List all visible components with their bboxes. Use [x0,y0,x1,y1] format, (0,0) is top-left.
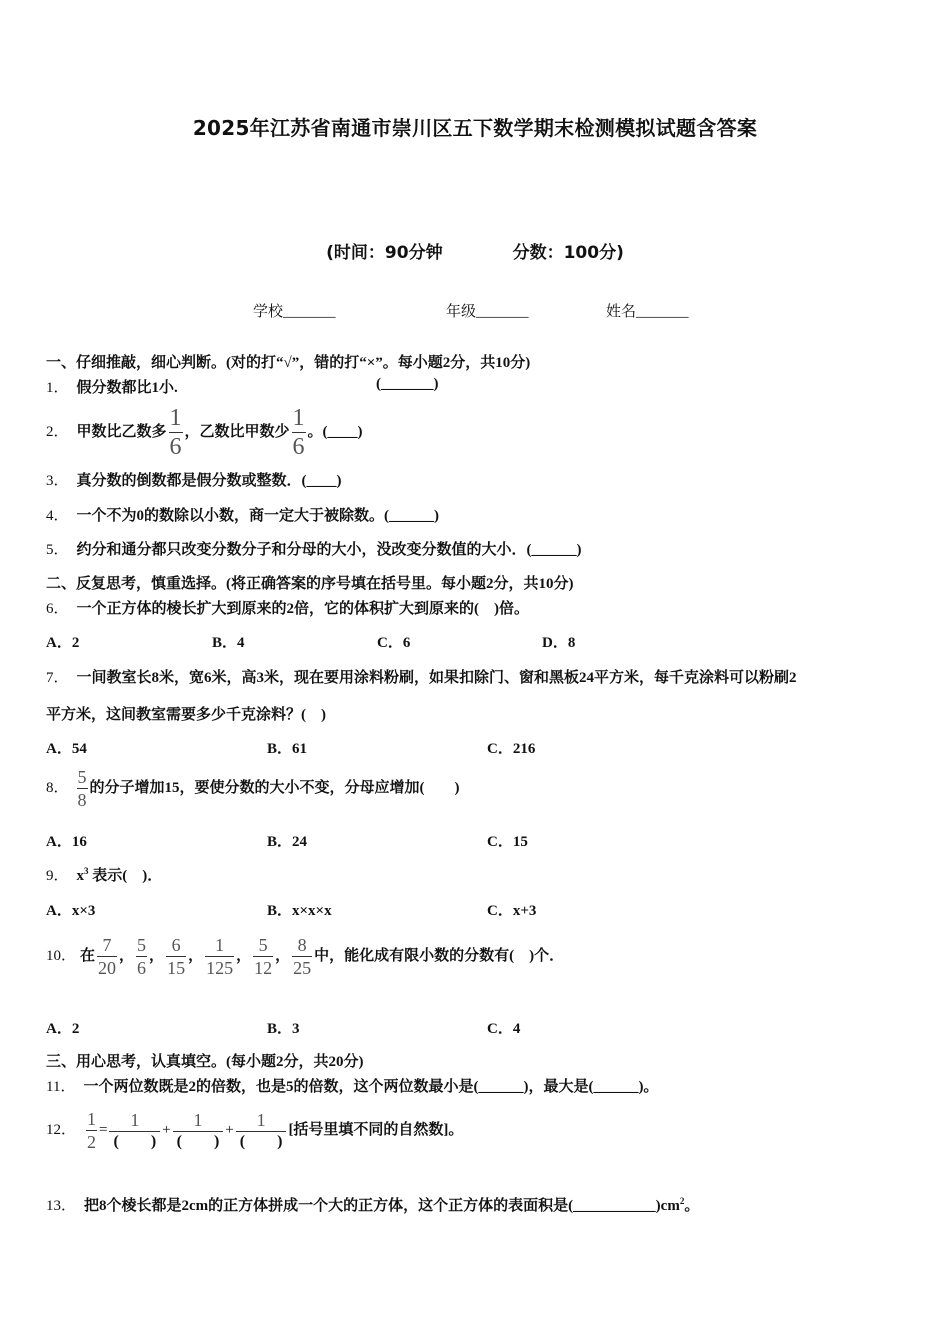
q5-number: 5． [46,542,69,558]
q9-var: x [76,868,85,884]
q10-fraction-1 [97,936,117,977]
q10-frac1-n: 7 [102,935,112,955]
q8-option-b[interactable]: B．24 [267,834,308,850]
q12-lhs-n: 1 [87,1109,97,1129]
section3-heading: 三、用心思考，认真填空。(每小题2分，共20分) [46,1054,364,1070]
q10-frac5-n: 5 [258,935,268,955]
q12-text: [括号里填不同的自然数]。 [288,1122,464,1138]
question-11 [46,1075,658,1096]
q2-frac2-numerator: 1 [292,405,305,431]
q13-number: 13． [46,1198,77,1214]
q2-text-a: 甲数比乙数多 [76,424,167,440]
q1-number: 1． [46,380,69,396]
question-7-line1 [46,666,797,687]
q10-frac5-d: 12 [254,958,273,978]
q10-fraction-4 [205,936,234,977]
q10-fraction-6 [292,936,312,977]
question-10 [46,936,564,977]
q10-frac2-d: 6 [137,958,147,978]
question-4 [46,504,439,525]
q8-option-c[interactable]: C．15 [487,834,528,850]
q12-term1-n: 1 [130,1110,140,1130]
q7-option-a[interactable]: A．54 [46,741,87,757]
q9-text: 表示( )． [88,868,163,884]
q2-text-c: 。(____) [307,424,363,440]
q10-prefix: 在 [80,948,96,964]
q12-plus-1: + [162,1122,171,1138]
q10-frac1-d: 20 [98,958,117,978]
q10-frac6-d: 25 [293,958,312,978]
q10-sep-2: ， [149,948,165,964]
q10-option-c[interactable]: C．4 [487,1021,521,1037]
q10-frac3-n: 6 [171,935,181,955]
q12-plus-2: + [225,1122,234,1138]
q7-option-c[interactable]: C．216 [487,741,536,757]
q10-sep-4: ， [236,948,252,964]
school-field[interactable]: 学校_______ [253,304,336,320]
q12-term2-n: 1 [193,1110,203,1130]
q8-number: 8． [46,780,69,796]
q10-text: 中，能化成有限小数的分数有( )个． [314,948,565,964]
q3-number: 3． [46,473,69,489]
q13-unit-exponent: 2 [679,1196,685,1206]
q10-frac2-n: 5 [137,935,147,955]
question-5 [46,538,582,559]
q2-fraction-1 [169,406,183,459]
q2-frac1-numerator: 1 [169,405,182,431]
exam-score: 分数：100分) [512,243,624,263]
q6-number: 6． [46,601,69,617]
q10-frac6-n: 8 [297,935,307,955]
exam-meta [0,238,950,263]
question-12 [46,1110,463,1151]
q13-end: 。 [684,1198,700,1214]
q4-text: 一个不为0的数除以小数，商一定大于被除数。(______) [76,508,440,524]
q12-equals: = [99,1122,108,1138]
q10-fraction-2 [136,936,147,977]
q7-option-b[interactable]: B．61 [267,741,308,757]
q2-text-b: ，乙数比甲数少 [184,424,290,440]
q8-option-a[interactable]: A．16 [46,834,87,850]
q10-sep-5: ， [275,948,291,964]
question-6 [46,597,529,618]
q12-term3-d[interactable]: ( ) [236,1131,287,1150]
q12-lhs-d: 2 [87,1132,97,1152]
q9-option-b[interactable]: B．x×x×x [267,903,332,919]
q1-text: 假分数都比1小. [76,380,178,396]
q12-term2-d[interactable]: ( ) [173,1131,224,1150]
q5-text: 约分和通分都只改变分数分子和分母的大小，没改变分数值的大小．(______) [76,542,582,558]
q3-text: 真分数的倒数都是假分数或整数．(____) [76,473,342,489]
q13-text: 把8个棱长都是2cm的正方体拼成一个大的正方体，这个正方体的表面积是(___________)cm [84,1198,680,1214]
question-13 [46,1194,699,1215]
q9-option-a[interactable]: A．x×3 [46,903,96,919]
q6-text: 一个正方体的棱长扩大到原来的2倍，它的体积扩大到原来的( )倍。 [76,601,530,617]
q11-number: 11． [46,1079,76,1095]
q7-text-line1: 一间教室长8米，宽6米，高3米，现在要用涂料粉刷，如果扣除门、窗和黑板24平方米，每千克涂料可以粉刷2 [76,670,797,686]
section2-heading: 二、反复思考，慎重选择。(将正确答案的序号填在括号里。每小题2分，共10分) [46,576,574,592]
grade-field[interactable]: 年级_______ [446,304,529,320]
q2-frac1-denominator: 6 [169,434,182,460]
q8-denominator: 8 [77,790,87,810]
q10-fraction-5 [253,936,273,977]
q10-option-a[interactable]: A．2 [46,1021,80,1037]
section1-heading: 一、仔细推敲，细心判断。(对的打“√”，错的打“×”。每小题2分，共10分) [46,355,531,371]
q6-option-c[interactable]: C．6 [377,635,411,651]
q12-term-2 [173,1111,224,1150]
exam-time: (时间：90分钟 [326,243,443,263]
q12-lhs-fraction [86,1110,97,1151]
q2-number: 2． [46,424,69,440]
q10-option-b[interactable]: B．3 [267,1021,300,1037]
q7-text-line2: 平方米，这间教室需要多少千克涂料？( ) [46,707,326,723]
q8-text: 的分子增加15，要使分数的大小不变，分母应增加( ) [89,780,460,796]
q2-fraction-2 [292,406,306,459]
name-field[interactable]: 姓名_______ [606,304,689,320]
q2-frac2-denominator: 6 [292,434,305,460]
q10-frac4-n: 1 [215,935,225,955]
q12-term-1 [109,1111,160,1150]
q12-number: 12． [46,1122,77,1138]
q6-option-b[interactable]: B．4 [212,635,245,651]
q10-frac4-d: 125 [206,958,234,978]
q12-term-3 [236,1111,287,1150]
q12-term3-n: 1 [256,1110,266,1130]
question-2 [46,406,363,459]
q6-option-d[interactable]: D．8 [542,635,576,651]
q10-sep-1: ， [119,948,135,964]
q10-fraction-3 [166,936,186,977]
page-title: 2025年江苏省南通市崇川区五下数学期末检测模拟试题含答案 [192,116,758,140]
q11-text: 一个两位数既是2的倍数，也是5的倍数，这个两位数最小是(______)，最大是(______)。 [83,1079,659,1095]
q12-term1-d[interactable]: ( ) [109,1131,160,1150]
q7-number: 7． [46,670,69,686]
q9-exponent: 3 [84,866,89,876]
question-3 [46,469,342,490]
q4-number: 4． [46,508,69,524]
q10-sep-3: ， [188,948,204,964]
q8-numerator: 5 [77,767,87,787]
question-8 [46,768,460,809]
q10-frac3-d: 15 [167,958,186,978]
q8-fraction [77,768,88,809]
question-9 [46,864,162,885]
q9-option-c[interactable]: C．x+3 [487,903,537,919]
q10-number: 10． [46,948,77,964]
q9-number: 9． [46,868,69,884]
q1-answer-blank[interactable]: (_______) [376,376,439,392]
q6-option-a[interactable]: A．2 [46,635,80,651]
question-1 [46,376,178,397]
